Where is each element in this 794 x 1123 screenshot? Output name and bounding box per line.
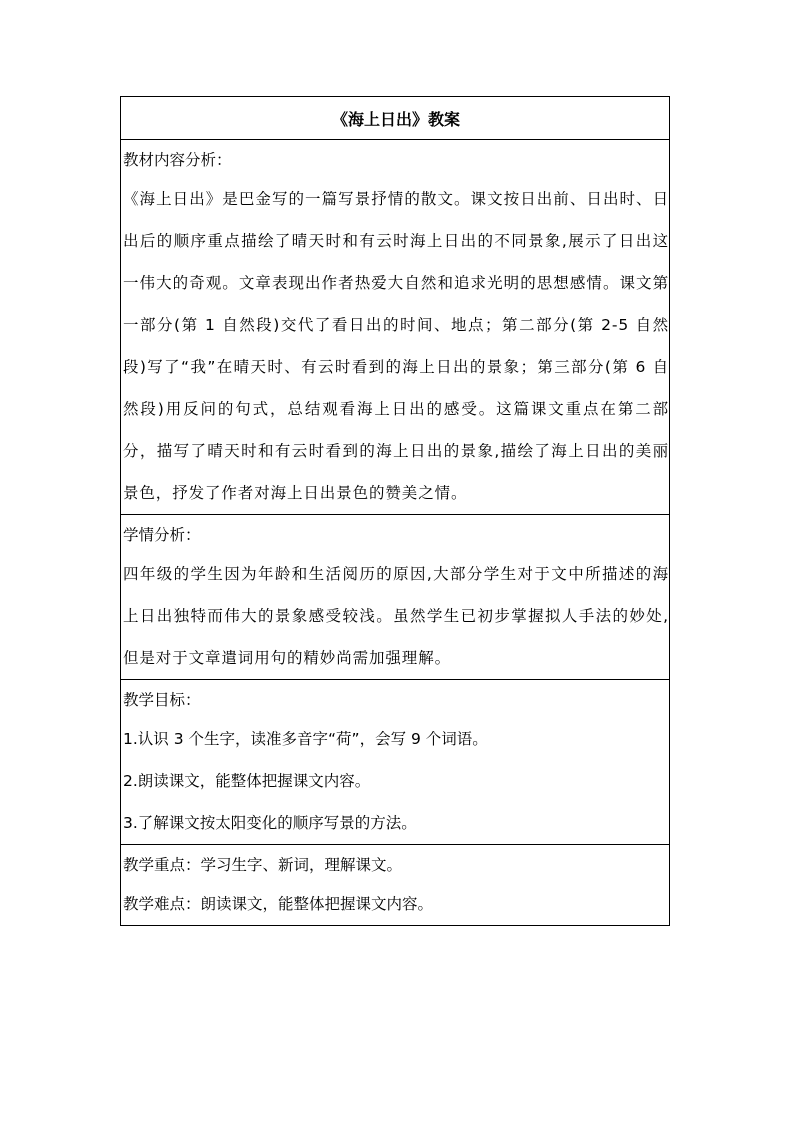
teaching-focus: 教学重点：学习生字、新词，理解课文。 xyxy=(123,856,403,874)
material-analysis-body: 《海上日出》是巴金写的一篇写景抒情的散文。课文按日出前、日出时、日出后的顺序重点描绘了晴天时和有云时海上日出的不同景象,展示了日出这一伟大的奇观。文章表现出作者热爱大自然和追求光明的思想感情。课文第一部分(第 1 自然段)交代了看日出的时间、地点；第二部分(第 2-5 自然段)写了“我”在晴天时、有云时看到的海上日出的景象；第三部分(第 6 自然段)用反问的句式，总结观看海上日出的感受。这篇课文重点在第二部分，描写了晴天时和有云时看到的海上日出的景象,描绘了海上日出的美丽景色，抒发了作者对海上日出景色的赞美之情。 xyxy=(123,190,669,502)
teaching-goal-item: 3.了解课文按太阳变化的顺序写景的方法。 xyxy=(123,814,417,832)
key-points-row xyxy=(121,845,670,926)
student-analysis-cell xyxy=(121,515,670,680)
key-points-cell xyxy=(121,845,670,926)
teaching-goals-cell xyxy=(121,680,670,845)
teaching-goals-row xyxy=(121,680,670,845)
teaching-difficulty: 教学难点：朗读课文，能整体把握课文内容。 xyxy=(123,895,434,913)
student-analysis-heading: 学情分析： xyxy=(123,526,201,544)
lesson-plan-table xyxy=(120,96,670,926)
lesson-plan-title: 《海上日出》教案 xyxy=(121,97,670,140)
title-row xyxy=(121,97,670,140)
student-analysis-row xyxy=(121,515,670,680)
material-analysis-cell xyxy=(121,140,670,515)
material-analysis-heading: 教材内容分析： xyxy=(123,151,232,169)
teaching-goal-item: 1.认识 3 个生字，读准多音字“荷”，会写 9 个词语。 xyxy=(123,730,488,748)
teaching-goal-item: 2.朗读课文，能整体把握课文内容。 xyxy=(123,772,371,790)
teaching-goals-heading: 教学目标： xyxy=(123,691,201,709)
student-analysis-body: 四年级的学生因为年龄和生活阅历的原因,大部分学生对于文中所描述的海上日出独特而伟大的景象感受较浅。虽然学生已初步掌握拟人手法的妙处,但是对于文章遣词用句的精妙尚需加强理解。 xyxy=(123,565,669,667)
material-analysis-row xyxy=(121,140,670,515)
